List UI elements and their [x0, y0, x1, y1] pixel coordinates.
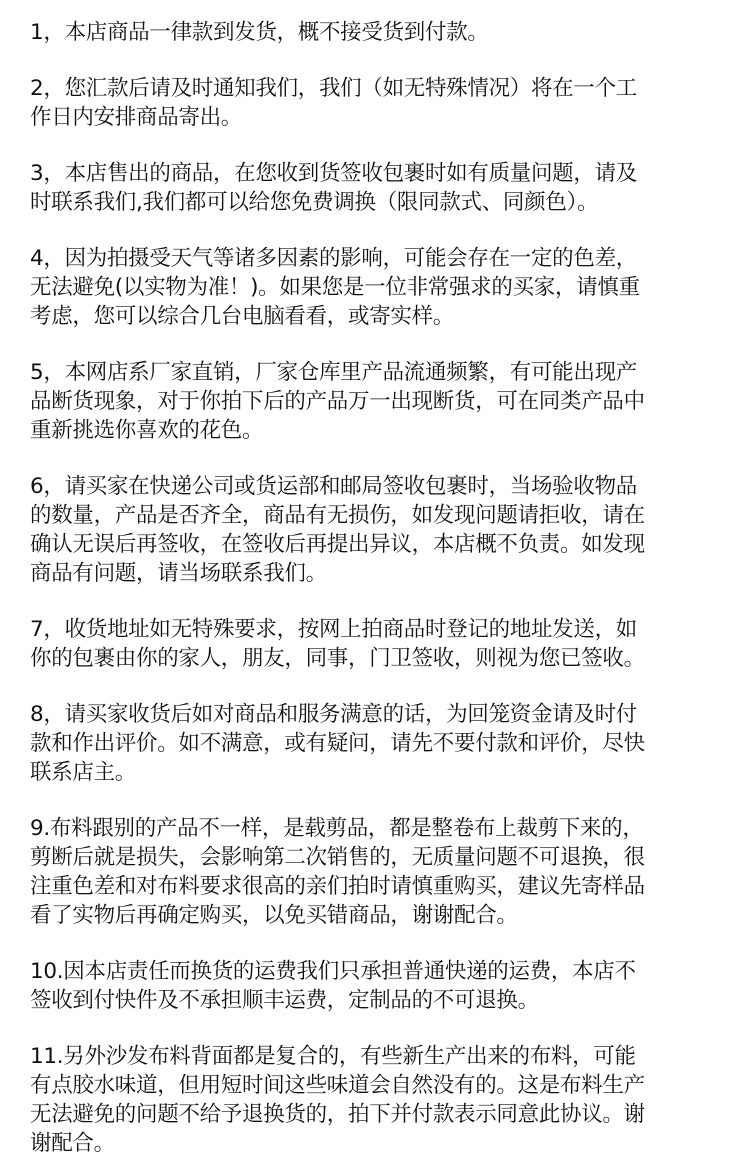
clause-line: 1，本店商品一律款到发货，概不接受货到付款。	[30, 20, 489, 45]
policy-clause-3	[30, 159, 726, 217]
clause-line: 剪断后就是损失，会影响第二次销售的，无质量问题不可退换，很	[30, 845, 645, 870]
clause-line: 7，收货地址如无特殊要求，按网上拍商品时登记的地址发送，如	[30, 617, 637, 642]
clause-line: 款和作出评价。如不满意，或有疑问，请先不要付款和评价，尽快	[30, 731, 645, 756]
clause-line: 注重色差和对布料要求很高的亲们拍时请慎重购买，建议先寄样品	[30, 874, 645, 899]
clause-line: 11.另外沙发布料背面都是复合的，有些新生产出来的布料，可能	[30, 1044, 636, 1069]
policy-clause-6	[30, 472, 726, 588]
clause-line: 无法避免的问题不给予退换货的，拍下并付款表示同意此协议。谢	[30, 1102, 645, 1127]
policy-clause-1	[30, 18, 726, 47]
clause-line: 的数量，产品是否齐全，商品有无损伤，如发现问题请拒收，请在	[30, 503, 645, 528]
policy-clause-8	[30, 700, 726, 787]
policy-clause-11	[30, 1042, 726, 1158]
clause-line: 商品有问题，请当场联系我们。	[30, 561, 327, 586]
policy-clause-10	[30, 957, 726, 1015]
clause-line: 9.布料跟别的产品不一样，是载剪品，都是整卷布上裁剪下来的，	[30, 816, 644, 841]
clause-line: 确认无误后再签收，在签收后再提出异议，本店概不负责。如发现	[30, 532, 645, 557]
clause-line: 3，本店售出的商品，在您收到货签收包裹时如有质量问题，请及	[30, 161, 637, 186]
policy-clause-2	[30, 74, 726, 132]
clause-line: 无法避免(以实物为准！)。如果您是一位非常强求的买家，请慎重	[30, 275, 640, 300]
clause-line: 作日内安排商品寄出。	[30, 105, 243, 130]
policy-clause-4	[30, 244, 726, 331]
clause-line: 6，请买家在快递公司或货运部和邮局签收包裹时，当场验收物品	[30, 474, 637, 499]
policy-clause-9	[30, 814, 726, 930]
clause-line: 4，因为拍摄受天气等诸多因素的影响，可能会存在一定的色差，	[30, 246, 637, 271]
clause-line: 谢配合。	[30, 1131, 115, 1156]
clause-line: 有点胶水味道，但用短时间这些味道会自然没有的。这是布料生产	[30, 1073, 645, 1098]
clause-line: 签收到付快件及不承担顺丰运费，定制品的不可退换。	[30, 988, 539, 1013]
clause-line: 品断货现象，对于你拍下后的产品万一出现断货，可在同类产品中	[30, 389, 645, 414]
clause-line: 重新挑选你喜欢的花色。	[30, 418, 264, 443]
clause-line: 你的包裹由你的家人，朋友，同事，门卫签收，则视为您已签收。	[30, 646, 645, 671]
clause-line: 5，本网店系厂家直销，厂家仓库里产品流通频繁，有可能出现产	[30, 360, 637, 385]
policy-clause-7	[30, 615, 726, 673]
clause-line: 10.因本店责任而换货的运费我们只承担普通快递的运费，本店不	[30, 959, 636, 984]
clause-line: 联系店主。	[30, 760, 137, 785]
clause-line: 时联系我们,我们都可以给您免费调换（限同款式、同颜色）。	[30, 190, 599, 215]
policy-clause-5	[30, 358, 726, 445]
clause-line: 看了实物后再确定购买，以免买错商品，谢谢配合。	[30, 903, 518, 928]
clause-line: 2，您汇款后请及时通知我们，我们（如无特殊情况）将在一个工	[30, 76, 637, 101]
clause-line: 考虑，您可以综合几台电脑看看，或寄实样。	[30, 304, 455, 329]
clause-line: 8，请买家收货后如对商品和服务满意的话，为回笼资金请及时付	[30, 702, 637, 727]
